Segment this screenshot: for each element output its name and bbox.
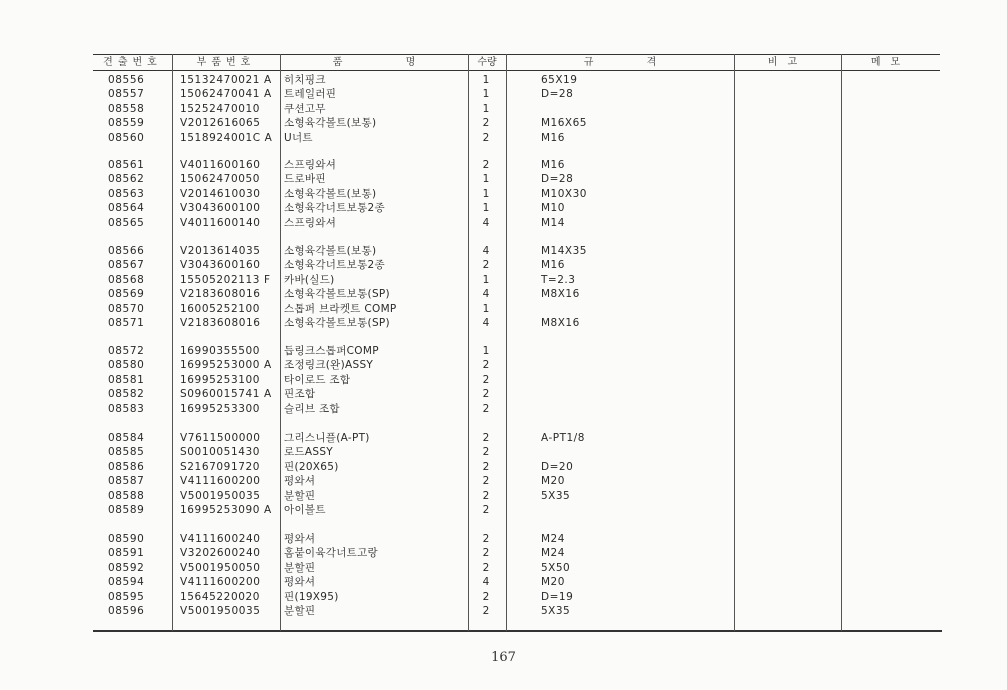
- part-name: 히치핑크: [284, 74, 326, 86]
- quantity: 2: [482, 605, 490, 617]
- part-code: 08590: [108, 533, 145, 545]
- table-row: [0, 489, 1007, 503]
- part-code: 08571: [108, 317, 145, 329]
- table-row: [0, 445, 1007, 459]
- table-row: [0, 358, 1007, 372]
- quantity: 2: [482, 561, 490, 574]
- part-number: 16995253000 A: [180, 359, 272, 372]
- quantity: 2: [482, 117, 490, 130]
- part-code: 08562: [108, 173, 145, 186]
- quantity: 2: [482, 460, 490, 473]
- part-name: 분할핀: [284, 561, 316, 574]
- part-code: 08561: [108, 159, 145, 171]
- part-code: 08585: [108, 446, 145, 459]
- quantity: 2: [482, 388, 490, 401]
- part-code: 08572: [108, 345, 145, 357]
- part-name: 스프링와셔: [284, 159, 337, 171]
- part-name: 분할핀: [284, 489, 316, 502]
- header-bottom-rule: [93, 70, 940, 71]
- part-name: 소형육각볼트보통(SP): [284, 317, 390, 329]
- header-top-rule: [93, 54, 940, 55]
- part-name: 조정링크(완)ASSY: [284, 359, 374, 372]
- quantity: 2: [482, 489, 490, 502]
- part-name: 소형육각볼트보통(SP): [284, 288, 390, 301]
- part-code: 08591: [108, 547, 145, 560]
- part-number: V4011600140: [180, 216, 261, 229]
- part-code: 08580: [108, 359, 145, 372]
- part-number: V2013614035: [180, 245, 261, 257]
- table-row: [0, 546, 1007, 560]
- quantity: 2: [482, 504, 490, 516]
- quantity: 4: [482, 317, 490, 329]
- specification: 5X50: [541, 561, 571, 574]
- table-row: [0, 373, 1007, 387]
- table-row: [0, 503, 1007, 517]
- part-name: 아이볼트: [284, 504, 326, 516]
- quantity: 1: [482, 345, 490, 357]
- part-name: 핀(20X65): [284, 460, 339, 473]
- part-number: S0960015741 A: [180, 388, 272, 401]
- part-number: V2012616065: [180, 117, 261, 130]
- header-name-text: 품 명: [332, 57, 416, 68]
- part-code: 08568: [108, 273, 145, 286]
- table-row: [0, 187, 1007, 201]
- part-code: 08564: [108, 202, 145, 215]
- specification: M8X16: [541, 288, 580, 301]
- part-number: V7611500000: [180, 432, 261, 444]
- part-code: 08566: [108, 245, 145, 257]
- part-number: 16005252100: [180, 302, 261, 315]
- quantity: 2: [482, 446, 490, 459]
- part-name: 핀조합: [284, 388, 316, 401]
- quantity: 2: [482, 373, 490, 386]
- table-row: [0, 287, 1007, 301]
- quantity: 2: [482, 547, 490, 560]
- part-code: 08567: [108, 259, 145, 272]
- part-code: 08557: [108, 88, 145, 101]
- part-name: 분할핀: [284, 605, 316, 617]
- header-name: [280, 56, 468, 70]
- part-number: 15132470021 A: [180, 74, 272, 86]
- specification: M20: [541, 475, 565, 488]
- part-number: 15645220020: [180, 590, 261, 603]
- specification: 65X19: [541, 74, 578, 86]
- page-number: 167: [491, 650, 516, 665]
- table-row: [0, 302, 1007, 316]
- header-memo: 메모: [870, 57, 911, 68]
- quantity: 2: [482, 432, 490, 444]
- part-name: 홈붙이육각너트고랑: [284, 547, 378, 560]
- part-number: V4111600200: [180, 576, 261, 589]
- specification: A-PT1/8: [541, 432, 585, 444]
- part-number: V4011600160: [180, 159, 261, 171]
- table-row: [0, 158, 1007, 172]
- part-number: V3202600240: [180, 547, 261, 560]
- table-row: [0, 116, 1007, 130]
- quantity: 4: [482, 245, 490, 257]
- part-number: 1518924001C A: [180, 131, 273, 144]
- part-code: 08587: [108, 475, 145, 488]
- specification: M16: [541, 131, 565, 144]
- part-number: S2167091720: [180, 460, 261, 473]
- part-name: 슬리브 조합: [284, 402, 340, 415]
- header-remarks: 비고: [767, 57, 808, 68]
- part-code: 08595: [108, 590, 145, 603]
- part-number: 15062470050: [180, 173, 261, 186]
- part-name: 쿠션고무: [284, 102, 326, 115]
- part-name: 핀(19X95): [284, 590, 339, 603]
- quantity: 2: [482, 475, 490, 488]
- table-row: [0, 102, 1007, 116]
- table-row: [0, 532, 1007, 546]
- table-row: [0, 575, 1007, 589]
- part-code: 08592: [108, 561, 145, 574]
- specification: M14: [541, 216, 565, 229]
- part-name: 평와셔: [284, 576, 316, 589]
- specification: 5X35: [541, 605, 571, 617]
- table-row: [0, 201, 1007, 215]
- table-row: [0, 73, 1007, 87]
- part-name: 평와셔: [284, 475, 316, 488]
- table-row: [0, 87, 1007, 101]
- quantity: 2: [482, 359, 490, 372]
- specification: M16: [541, 259, 565, 272]
- specification: D=19: [541, 590, 574, 603]
- table-row: [0, 431, 1007, 445]
- part-number: V5001950050: [180, 561, 261, 574]
- part-number: V5001950035: [180, 489, 261, 502]
- header-part-no: 부품번호: [196, 57, 256, 68]
- part-name: 그리스니플(A-PT): [284, 432, 370, 444]
- specification: D=28: [541, 173, 574, 186]
- header-spec: [506, 56, 734, 70]
- specification: M24: [541, 533, 565, 545]
- part-name: 듭링크스톱퍼COMP: [284, 345, 379, 357]
- header-spec-text: 규 격: [583, 57, 657, 68]
- part-code: 08588: [108, 489, 145, 502]
- specification: M20: [541, 576, 565, 589]
- specification: 5X35: [541, 489, 571, 502]
- part-number: 16995253100: [180, 373, 261, 386]
- part-number: V3043600100: [180, 202, 261, 215]
- quantity: 2: [482, 131, 490, 144]
- part-number: 15252470010: [180, 102, 261, 115]
- quantity: 2: [482, 259, 490, 272]
- table-row: [0, 244, 1007, 258]
- part-code: 08582: [108, 388, 145, 401]
- part-code: 08559: [108, 117, 145, 130]
- quantity: 1: [482, 187, 490, 200]
- part-name: 카바(실드): [284, 273, 335, 286]
- specification: M14X35: [541, 245, 587, 257]
- quantity: 1: [482, 102, 490, 115]
- part-code: 08558: [108, 102, 145, 115]
- quantity: 4: [482, 216, 490, 229]
- specification: D=20: [541, 460, 574, 473]
- part-name: 스프링와셔: [284, 216, 337, 229]
- part-code: 08596: [108, 605, 145, 617]
- header-code: 견출번호: [103, 57, 162, 68]
- part-number: S0010051430: [180, 446, 261, 459]
- part-name: 소형육각볼트(보통): [284, 245, 377, 257]
- quantity: 2: [482, 533, 490, 545]
- part-code: 08589: [108, 504, 145, 516]
- table-row: [0, 344, 1007, 358]
- specification: M16X65: [541, 117, 587, 130]
- part-number: 16995253090 A: [180, 504, 272, 516]
- quantity: 1: [482, 173, 490, 186]
- table-row: [0, 460, 1007, 474]
- part-name: 소형육각볼트(보통): [284, 117, 377, 130]
- table-row: [0, 474, 1007, 488]
- part-code: 08563: [108, 187, 145, 200]
- specification: M10: [541, 202, 565, 215]
- table-row: [0, 387, 1007, 401]
- part-code: 08586: [108, 460, 145, 473]
- table-row: [0, 258, 1007, 272]
- table-row: [0, 402, 1007, 416]
- part-number: V4111600240: [180, 533, 261, 545]
- part-code: 08581: [108, 373, 145, 386]
- part-number: 16990355500: [180, 345, 261, 357]
- specification: T=2.3: [541, 273, 576, 286]
- quantity: 1: [482, 88, 490, 101]
- quantity: 2: [482, 402, 490, 415]
- table-row: [0, 561, 1007, 575]
- table-row: [0, 131, 1007, 145]
- part-name: 드로바핀: [284, 173, 326, 186]
- part-number: V4111600200: [180, 475, 261, 488]
- quantity: 4: [482, 576, 490, 589]
- part-number: V5001950035: [180, 605, 261, 617]
- part-name: 로드ASSY: [284, 446, 334, 459]
- part-code: 08569: [108, 288, 145, 301]
- table-row: [0, 216, 1007, 230]
- part-name: 타이로드 조합: [284, 373, 351, 386]
- part-number: V3043600160: [180, 259, 261, 272]
- specification: M16: [541, 159, 565, 171]
- header-qty: 수량: [477, 57, 497, 68]
- quantity: 1: [482, 302, 490, 315]
- part-name: 소형육각너트보통2종: [284, 259, 385, 272]
- part-code: 08556: [108, 74, 145, 86]
- specification: M10X30: [541, 187, 587, 200]
- specification: D=28: [541, 88, 574, 101]
- part-number: 16995253300: [180, 402, 261, 415]
- quantity: 1: [482, 273, 490, 286]
- quantity: 2: [482, 590, 490, 603]
- specification: M8X16: [541, 317, 580, 329]
- table-row: [0, 273, 1007, 287]
- part-name: U너트: [284, 131, 313, 144]
- part-number: V2183608016: [180, 317, 261, 329]
- part-number: 15062470041 A: [180, 88, 272, 101]
- part-code: 08584: [108, 432, 145, 444]
- part-code: 08583: [108, 402, 145, 415]
- table-row: [0, 590, 1007, 604]
- table-row: [0, 316, 1007, 330]
- part-name: 트레일러핀: [284, 88, 337, 101]
- part-code: 08565: [108, 216, 145, 229]
- part-name: 스톱퍼 브라켓트 COMP: [284, 302, 397, 315]
- part-name: 소형육각볼트(보통): [284, 187, 377, 200]
- part-name: 평와셔: [284, 533, 316, 545]
- part-code: 08570: [108, 302, 145, 315]
- quantity: 1: [482, 74, 490, 86]
- part-number: 15505202113 F: [180, 273, 271, 286]
- part-number: V2183608016: [180, 288, 261, 301]
- quantity: 1: [482, 202, 490, 215]
- table-row: [0, 172, 1007, 186]
- part-number: V2014610030: [180, 187, 261, 200]
- specification: M24: [541, 547, 565, 560]
- part-code: 08594: [108, 576, 145, 589]
- quantity: 2: [482, 159, 490, 171]
- part-name: 소형육각너트보통2종: [284, 202, 385, 215]
- part-code: 08560: [108, 131, 145, 144]
- table-row: [0, 604, 1007, 618]
- table-bottom-rule: [93, 630, 942, 632]
- quantity: 4: [482, 288, 490, 301]
